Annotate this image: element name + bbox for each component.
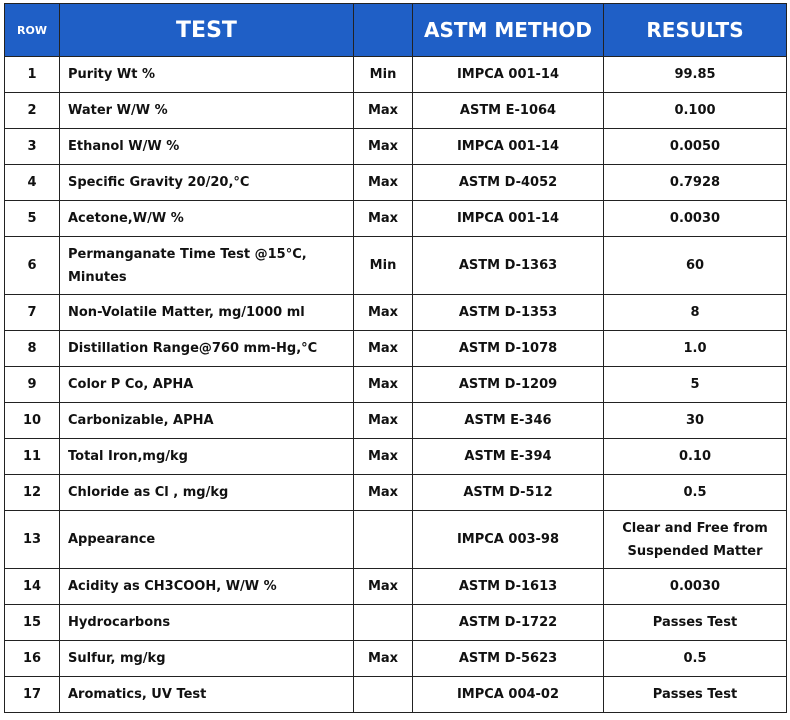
test-name: Appearance	[60, 511, 354, 569]
result-value: 8	[604, 295, 787, 331]
table-body	[5, 57, 787, 713]
test-name: Non-Volatile Matter, mg/1000 ml	[60, 295, 354, 331]
astm-method: ASTM D-512	[413, 475, 604, 511]
limit-type: Max	[354, 641, 413, 677]
row-number: 1	[5, 57, 60, 93]
result-value: 0.100	[604, 93, 787, 129]
column-header-method: ASTM METHOD	[413, 4, 604, 57]
test-name: Sulfur, mg/kg	[60, 641, 354, 677]
limit-type: Min	[354, 57, 413, 93]
row-number: 2	[5, 93, 60, 129]
astm-method: ASTM D-1363	[413, 237, 604, 295]
result-value: 0.0030	[604, 569, 787, 605]
table-row	[5, 475, 787, 511]
table-row	[5, 511, 787, 569]
test-name: Chloride as Cl , mg/kg	[60, 475, 354, 511]
row-number: 7	[5, 295, 60, 331]
limit-type: Max	[354, 569, 413, 605]
astm-method: ASTM D-1209	[413, 367, 604, 403]
row-number: 5	[5, 201, 60, 237]
row-number: 16	[5, 641, 60, 677]
limit-type: Max	[354, 331, 413, 367]
test-name: Acetone,W/W %	[60, 201, 354, 237]
limit-type: Max	[354, 439, 413, 475]
astm-method: IMPCA 001-14	[413, 129, 604, 165]
test-name: Hydrocarbons	[60, 605, 354, 641]
result-value: 0.5	[604, 641, 787, 677]
result-value: 0.7928	[604, 165, 787, 201]
limit-type: Max	[354, 201, 413, 237]
result-value: 60	[604, 237, 787, 295]
result-value: 0.5	[604, 475, 787, 511]
astm-method: ASTM D-1613	[413, 569, 604, 605]
result-value: 0.0030	[604, 201, 787, 237]
result-value: 1.0	[604, 331, 787, 367]
row-number: 17	[5, 677, 60, 713]
limit-type: Max	[354, 165, 413, 201]
astm-method: ASTM D-5623	[413, 641, 604, 677]
row-number: 8	[5, 331, 60, 367]
row-number: 3	[5, 129, 60, 165]
test-name: Specific Gravity 20/20,°C	[60, 165, 354, 201]
table-row	[5, 331, 787, 367]
row-number: 10	[5, 403, 60, 439]
limit-type	[354, 511, 413, 569]
header-row	[5, 4, 787, 57]
row-number: 9	[5, 367, 60, 403]
table-row	[5, 295, 787, 331]
row-number: 4	[5, 165, 60, 201]
table-row	[5, 641, 787, 677]
result-value: 99.85	[604, 57, 787, 93]
limit-type: Max	[354, 367, 413, 403]
limit-type	[354, 677, 413, 713]
astm-method: ASTM D-1353	[413, 295, 604, 331]
limit-type	[354, 605, 413, 641]
astm-method: ASTM D-1722	[413, 605, 604, 641]
column-header-limit	[354, 4, 413, 57]
table-row	[5, 57, 787, 93]
astm-method: ASTM E-346	[413, 403, 604, 439]
table-row	[5, 165, 787, 201]
test-name: Distillation Range@760 mm-Hg,°C	[60, 331, 354, 367]
row-number: 11	[5, 439, 60, 475]
row-number: 14	[5, 569, 60, 605]
table-row	[5, 569, 787, 605]
column-header-row: ROW	[5, 4, 60, 57]
test-name: Carbonizable, APHA	[60, 403, 354, 439]
astm-method: IMPCA 001-14	[413, 57, 604, 93]
astm-method: IMPCA 001-14	[413, 201, 604, 237]
astm-method: ASTM D-4052	[413, 165, 604, 201]
result-value: 5	[604, 367, 787, 403]
table-row	[5, 201, 787, 237]
limit-type: Max	[354, 295, 413, 331]
test-name: Color P Co, APHA	[60, 367, 354, 403]
result-value: 0.10	[604, 439, 787, 475]
table-row	[5, 403, 787, 439]
result-value: 0.0050	[604, 129, 787, 165]
astm-method: ASTM D-1078	[413, 331, 604, 367]
astm-method: IMPCA 004-02	[413, 677, 604, 713]
limit-type: Max	[354, 475, 413, 511]
astm-method: IMPCA 003-98	[413, 511, 604, 569]
test-name: Acidity as CH3COOH, W/W %	[60, 569, 354, 605]
astm-method: ASTM E-1064	[413, 93, 604, 129]
table-row	[5, 677, 787, 713]
row-number: 13	[5, 511, 60, 569]
test-name: Permanganate Time Test @15°C, Minutes	[60, 237, 354, 295]
row-number: 6	[5, 237, 60, 295]
result-value: Clear and Free from Suspended Matter	[604, 511, 787, 569]
row-number: 15	[5, 605, 60, 641]
result-value: Passes Test	[604, 677, 787, 713]
column-header-test: TEST	[60, 4, 354, 57]
table-row	[5, 129, 787, 165]
result-value: Passes Test	[604, 605, 787, 641]
row-number: 12	[5, 475, 60, 511]
test-name: Aromatics, UV Test	[60, 677, 354, 713]
astm-method: ASTM E-394	[413, 439, 604, 475]
table-row	[5, 237, 787, 295]
test-name: Purity Wt %	[60, 57, 354, 93]
table-row	[5, 367, 787, 403]
limit-type: Max	[354, 129, 413, 165]
specification-table	[4, 3, 787, 713]
limit-type: Max	[354, 403, 413, 439]
result-value: 30	[604, 403, 787, 439]
test-name: Ethanol W/W %	[60, 129, 354, 165]
limit-type: Max	[354, 93, 413, 129]
table-row	[5, 439, 787, 475]
limit-type: Min	[354, 237, 413, 295]
table-row	[5, 93, 787, 129]
column-header-results: RESULTS	[604, 4, 787, 57]
test-name: Total Iron,mg/kg	[60, 439, 354, 475]
test-name: Water W/W %	[60, 93, 354, 129]
table-row	[5, 605, 787, 641]
